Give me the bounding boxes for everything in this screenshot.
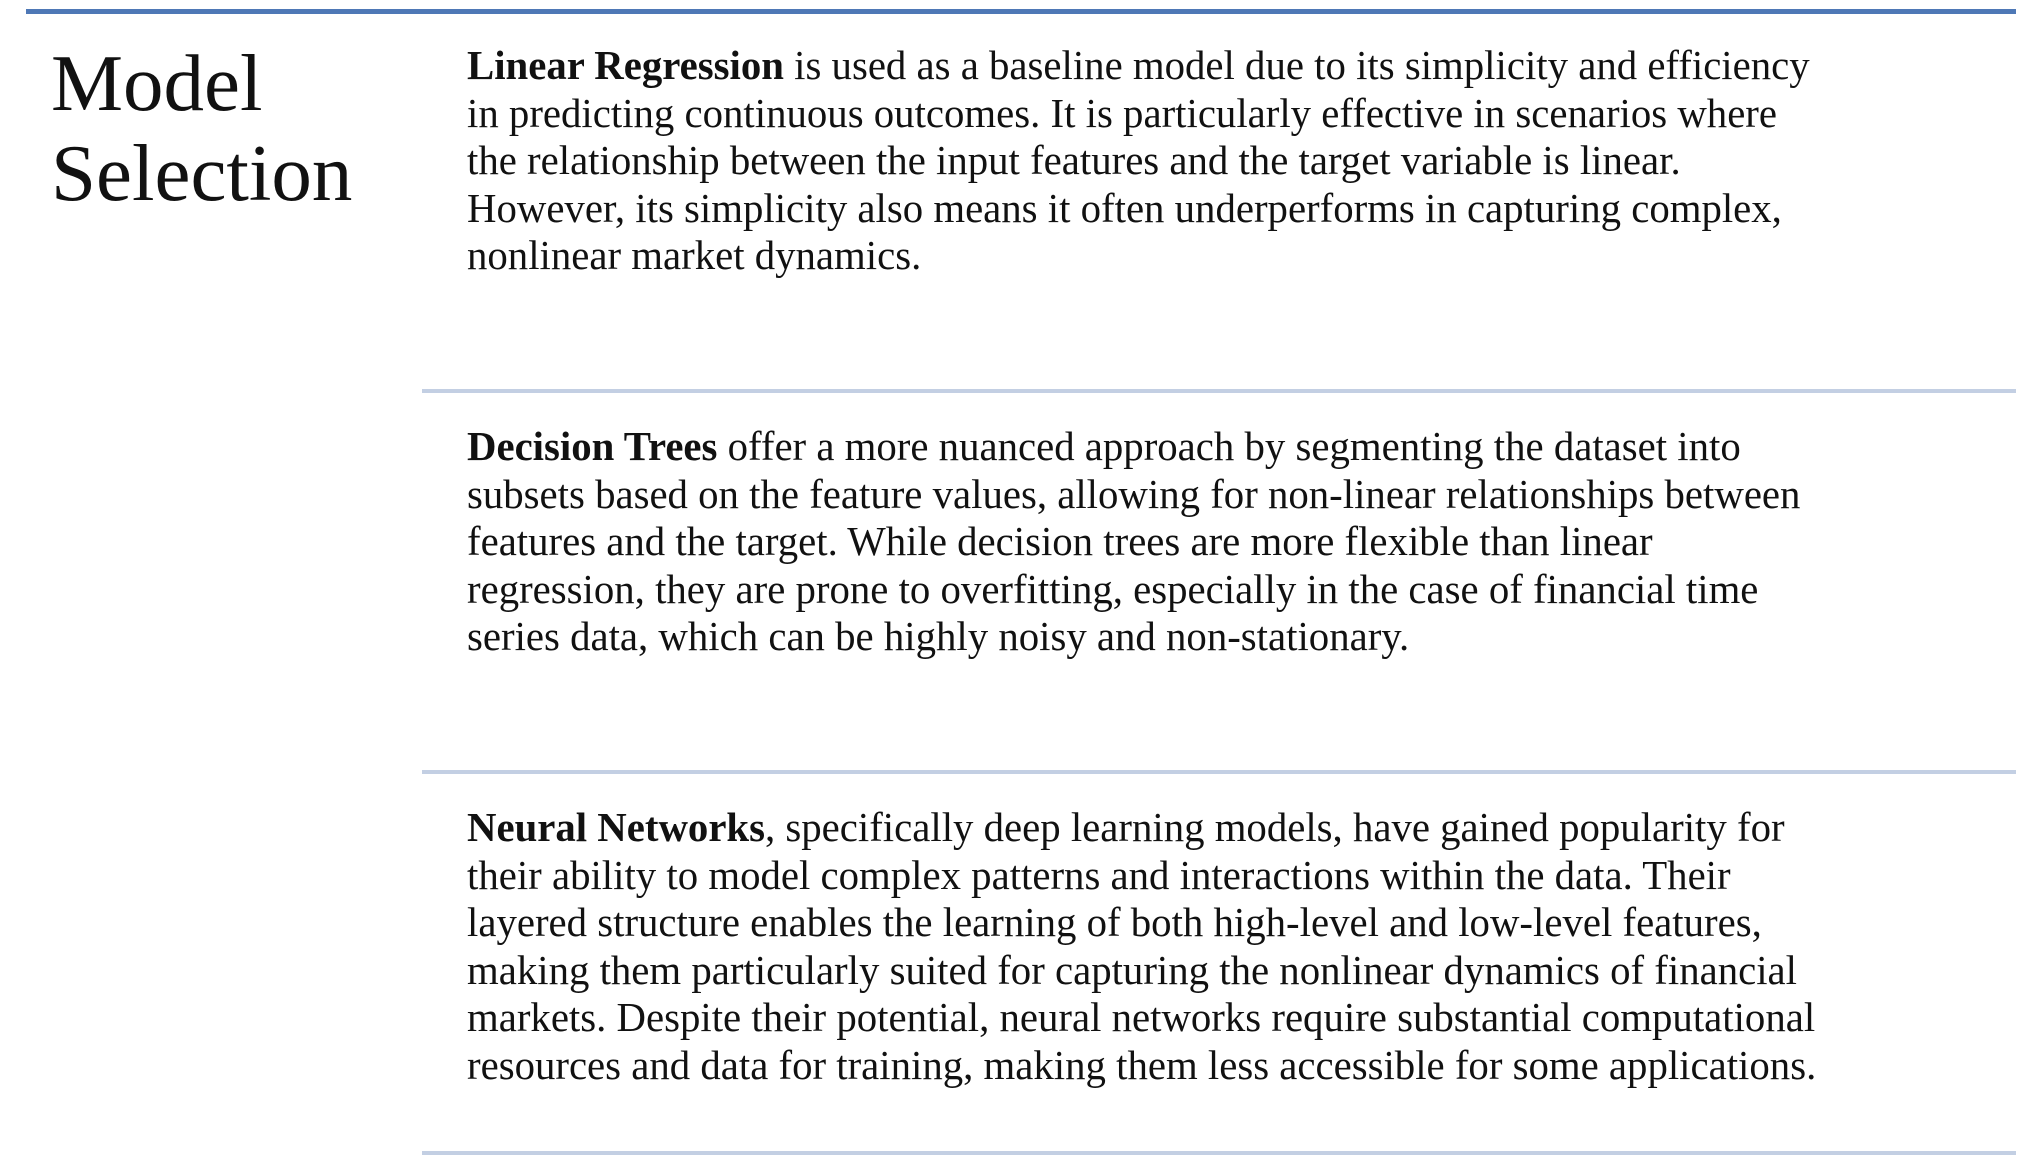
entry-line [467, 42, 1997, 90]
entry-line: series data, which can be highly noisy and non-stationary. [467, 614, 1410, 659]
entry-term: Linear Regression [467, 43, 784, 88]
entry-line: nonlinear market dynamics. [467, 233, 922, 278]
entry-term: Neural Networks [467, 805, 765, 850]
section-title-line-2: Selection [51, 128, 353, 218]
section-divider [422, 1151, 2016, 1155]
section-divider [422, 389, 2016, 393]
entry-term: Decision Trees [467, 424, 718, 469]
entry-decision-trees [467, 423, 1997, 661]
section-title-line-1: Model [51, 38, 263, 128]
section-title [51, 38, 391, 218]
entry-line: markets. Despite their potential, neural networks require substantial computational [467, 995, 1816, 1040]
section-divider [422, 770, 2016, 774]
entry-neural-networks [467, 804, 1997, 1089]
entry-line [467, 804, 1997, 852]
entry-text: offer a more nuanced approach by segmenting the dataset into [717, 424, 1741, 469]
entry-line: their ability to model complex patterns and interactions within the data. Their [467, 852, 1731, 898]
entry-line: However, its simplicity also means it often underperforms in capturing complex, [467, 185, 1782, 231]
entry-linear-regression [467, 42, 1997, 280]
entry-text: is used as a baseline model due to its simplicity and efficiency [783, 43, 1810, 88]
entry-line: features and the target. While decision trees are more flexible than linear [467, 519, 1653, 564]
entry-line: making them particularly suited for capturing the nonlinear dynamics of financial [467, 947, 1798, 993]
entry-line: layered structure enables the learning of both high-level and low-level features, [467, 900, 1762, 945]
entry-line [467, 423, 1997, 471]
entry-line: the relationship between the input features and the target variable is linear. [467, 138, 1681, 183]
entry-text: , specifically deep learning models, have gained popularity for [765, 805, 1785, 850]
entry-line: resources and data for training, making them less accessible for some applications. [467, 1042, 1817, 1088]
top-rule [26, 9, 2016, 14]
entry-line: in predicting continuous outcomes. It is particularly effective in scenarios where [467, 90, 1778, 136]
entry-line: subsets based on the feature values, allowing for non-linear relationships between [467, 471, 1801, 517]
entry-line: regression, they are prone to overfitting, especially in the case of financial time [467, 566, 1759, 612]
